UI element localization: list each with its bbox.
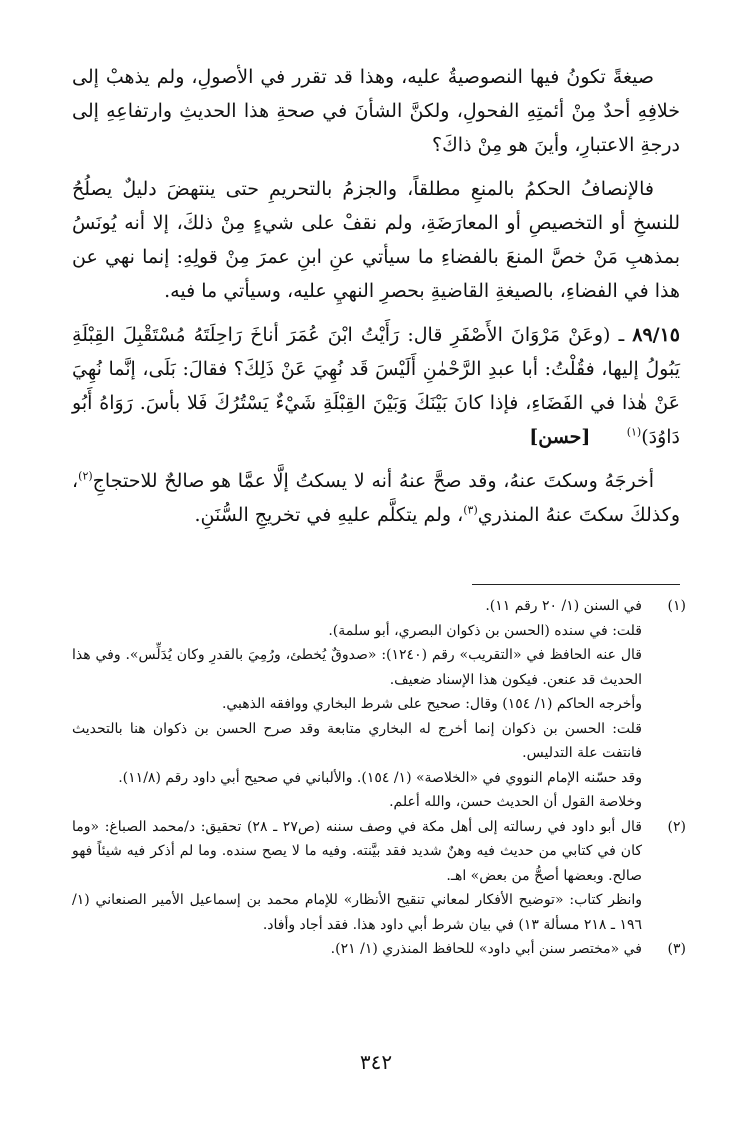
footnote-line: قلت: في سنده (الحسن بن ذكوان البصري، أبو سلمة). [328, 622, 642, 639]
footnote-separator [472, 584, 680, 585]
footnote [72, 594, 686, 815]
hadith-grade: [حسن] [529, 426, 591, 448]
hadith-block [72, 318, 680, 454]
footnote-ref: (١) [626, 425, 642, 439]
hadith-dash: ـ [610, 324, 625, 346]
footnote-mark: (١) [667, 598, 686, 614]
commentary-text: ، وكذلكَ سكتَ عنهُ المنذري [72, 470, 680, 526]
footnote-line: وقد حسّنه الإمام النووي في «الخلاصة» (١/ ١٥٤). والألباني في صحيح أبي داود رقم (١١/٨). [118, 769, 642, 786]
footnote [72, 937, 686, 962]
footnote-line: قال عنه الحافظ في «التقريب» رقم (١٢٤٠): «صدوقٌ يُخطئ، ورُمِيَ بالقدرِ وكان يُدَلِّس». وفي هذا الحديث قد عنعن. فيكون هذا الإسناد ضعيف. [72, 647, 642, 688]
footnote-mark: (٣) [667, 941, 686, 957]
footnote [72, 815, 686, 938]
paragraph: فالإنصافُ الحكمُ بالمنعِ مطلقاً، والجزمُ بالتحريمِ حتى ينتهضَ دليلٌ يصلُحُ للنسخِ أو التخصيصِ أو المعارَضَةِ، ولم نقفْ على شيءٍ مِنْ ذلكَ، إلا أنه يُونَسُ بمذهبِ مَنْ خصَّ المنعَ بالفضاءِ ما سيأتي عنِ ابنِ عمرَ مِنْ قولِهِ: إنما نهي عن هذا في الفضاءِ، بالصيغةِ القاضيةِ بحصرِ النهيِ عليه، وسيأتي ما فيه. [72, 178, 680, 302]
footnote-line: في «مختصر سنن أبي داود» للحافظ المنذري (١/ ٢١). [330, 941, 642, 957]
paragraph: صيغةً تكونُ فيها النصوصيةُ عليه، وهذا قد تقرر في الأصولِ، ولم يذهبْ إلى خلافِهِ أحدٌ مِنْ أئمتِهِ الفحولِ، ولكنَّ الشأنَ في صحةِ هذا الحديثِ وارتفاعِهِ إلى درجةِ الاعتبارِ، وأينَ هو مِنْ ذاكَ؟ [72, 66, 680, 156]
footnotes [72, 594, 686, 962]
main-text [72, 60, 680, 542]
footnote-ref: (٣) [463, 503, 478, 517]
hadith-text: (وعَنْ مَرْوَانَ الأَصْفَرِ قال: رَأَيْتُ ابْنَ عُمَرَ أناخَ رَاحِلَتَهُ مُسْتَقْبِلَ القِبْلَةِ يَبُولُ إليها، فقُلْتُ: أبا عبدِ الرَّحْمٰنِ أَلَيْسَ قَد نُهِيَ عَنْ ذَلِكَ؟ فقالَ: بَلَى، إنَّما نُهِيَ عَنْ هٰذا في الفَضَاءِ، فإذا كانَ بَيْنَكَ وَبَيْنَ القِبْلَةِ شَيْءٌ يَسْتُرُكَ فَلا بأسَ. رَوَاهُ أَبُو دَاوُدَ) [72, 324, 680, 448]
footnote-line: وانظر كتاب: «توضيح الأفكار لمعاني تنقيح الأنظار» للإمام محمد بن إسماعيل الأمير الصنعاني (١/ ١٩٦ ـ ٢١٨ مسألة ١٣) في بيان شرط أبي داود هذا. فقد أجاد وأفاد. [72, 892, 642, 933]
footnote-mark: (٢) [667, 818, 686, 835]
hadith-number: ٨٩/١٥ [632, 324, 680, 346]
footnote-ref: (٢) [78, 469, 93, 483]
paragraph-commentary [72, 464, 680, 532]
commentary-text: أخرجَهُ وسكتَ عنهُ، وقد صحَّ عنهُ أنه لا يسكتُ إلَّا عمَّا هو صالحٌ للاحتجاجِ [92, 470, 654, 492]
footnote-line: وأخرجه الحاكم (١/ ١٥٤) وقال: صحيح على شرط البخاري ووافقه الذهبي. [221, 696, 642, 712]
footnote-line: في السنن (١/ ٢٠ رقم ١١). [485, 598, 642, 614]
footnote-line: قال أبو داود في رسالته إلى أهل مكة في وصف سننه (ص٢٧ ـ ٢٨) تحقيق: د/محمد الصباغ: «وما كان في كتابي من حديث فيه وهنٌ شديد فقد بيَّنته. وفيه ما لا يصح سنده. وما لم أذكر فيه شيئاً فهو صالح. وبعضها أصحُّ من بعض» اهـ. [72, 818, 642, 884]
spacer [596, 426, 620, 448]
footnote-line: وخلاصة القول أن الحديث حسن، والله أعلم. [389, 794, 642, 810]
page-number: ٣٤٢ [359, 1050, 393, 1074]
commentary-text: ، ولم يتكلَّم عليهِ في تخريجِ السُّنَنِ. [194, 504, 464, 526]
footnote-line: قلت: الحسن بن ذكوان إنما أخرج له البخاري متابعة وقد صرح الحسن بن ذكوان هنا بالتحديث فانتفت علة التدليس. [72, 720, 642, 761]
